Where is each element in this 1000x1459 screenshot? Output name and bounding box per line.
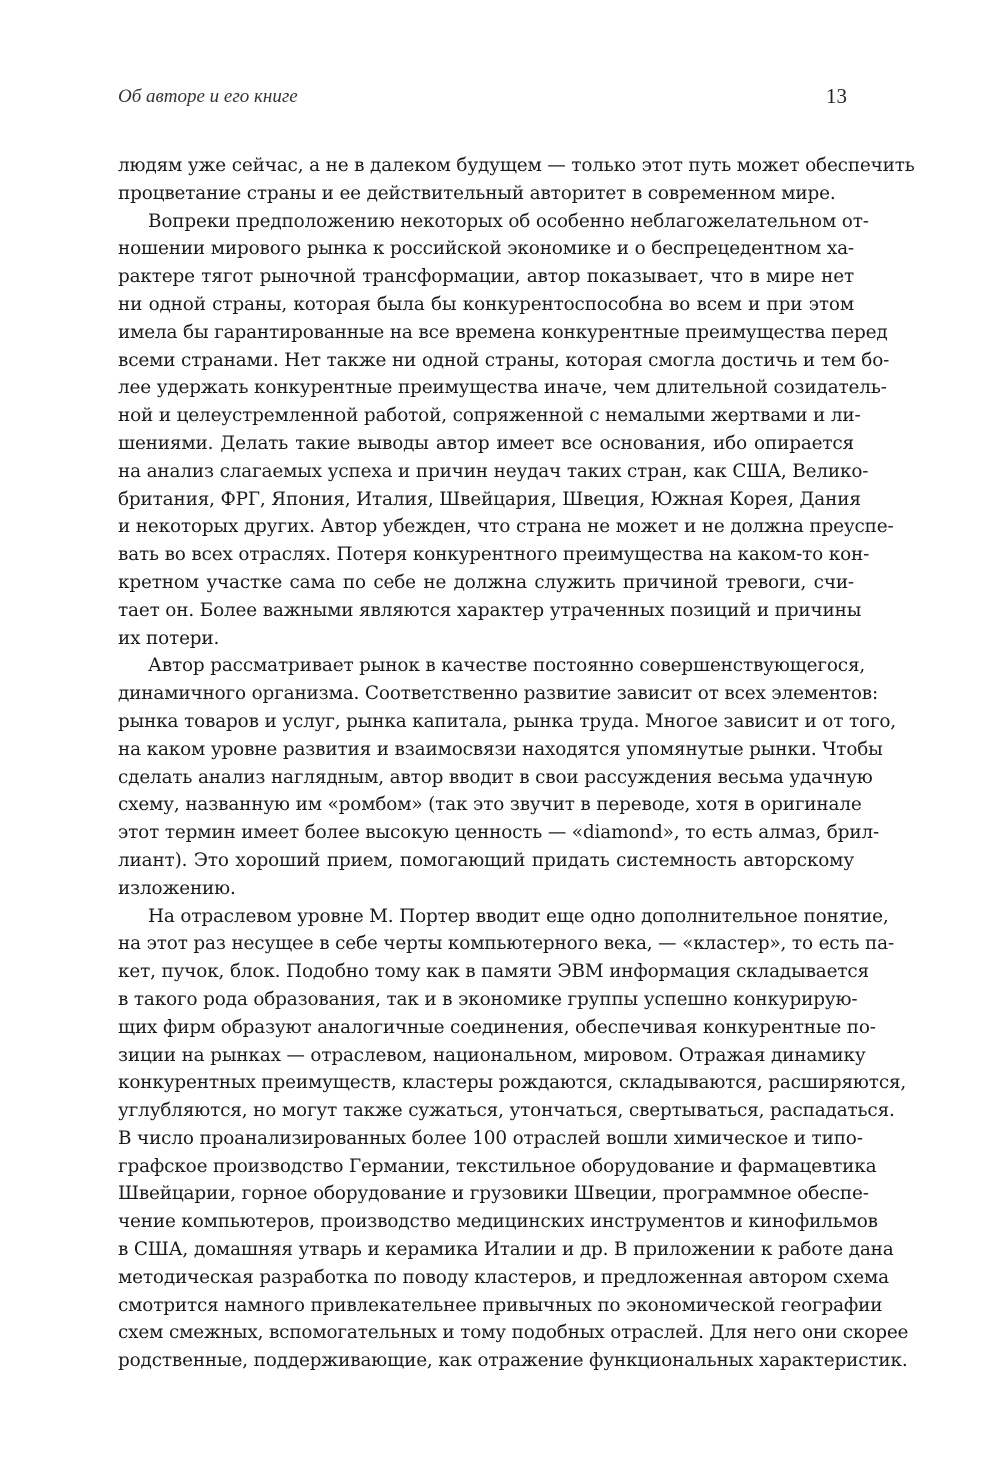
running-head: Об авторе и его книге — [118, 86, 298, 107]
text-line: ношении мирового рынка к российской экономике и о беспрецедентном ха- — [118, 238, 854, 260]
text-line: в такого рода образования, так и в экономике группы успешно конкурирую- — [118, 988, 858, 1010]
paragraph — [118, 652, 896, 902]
paragraph — [118, 152, 915, 208]
text-line: чение компьютеров, производство медицинских инструментов и кинофильмов — [118, 1211, 878, 1233]
text-line: кет, пучок, блок. Подобно тому как в памяти ЭВМ информация складывается — [118, 961, 869, 983]
text-line: их потери. — [118, 627, 220, 649]
text-line: В число проанализированных более 100 отраслей вошли химическое и типо- — [118, 1127, 863, 1149]
text-line: имела бы гарантированные на все времена конкурентные преимущества перед — [118, 321, 888, 343]
text-line: в США, домашняя утварь и керамика Италии и др. В приложении к работе дана — [118, 1239, 894, 1261]
text-line: людям уже сейчас, а не в далеком будущем — только этот путь может обеспечить — [118, 155, 915, 176]
text-line: лее удержать конкурентные преимущества иначе, чем длительной созидатель- — [118, 377, 887, 399]
text-line: на каком уровне развития и взаимосвязи находятся упомянутые рынки. Чтобы — [118, 738, 883, 760]
text-line: ни одной страны, которая была бы конкурентоспособна во всем и при этом — [118, 293, 854, 315]
text-line: вать во всех отраслях. Потеря конкурентного преимущества на каком-то кон- — [118, 544, 870, 566]
text-line: и некоторых других. Автор убежден, что страна не может и не должна преуспе- — [118, 516, 894, 538]
text-line: сделать анализ наглядным, автор вводит в свои рассуждения весьма удачную — [118, 766, 873, 788]
text-line: рынка товаров и услуг, рынка капитала, рынка труда. Многое зависит и от того, — [118, 710, 896, 732]
page-number: 13 — [826, 84, 847, 108]
text-line: кретном участке сама по себе не должна служить причиной тревоги, счи- — [118, 571, 854, 593]
text-line: этот термин имеет более высокую ценность — «diamond», то есть алмаз, брил- — [118, 822, 880, 844]
text-line: углубляются, но могут также сужаться, утончаться, свертываться, распадаться. — [118, 1100, 895, 1122]
text-line: шениями. Делать такие выводы автор имеет все основания, ибо опирается — [118, 432, 854, 454]
text-line: процветание страны и ее действительный авторитет в современном мире. — [118, 182, 836, 204]
text-line: щих фирм образуют аналогичные соединения, обеспечивая конкурентные по- — [118, 1016, 876, 1038]
text-line: на анализ слагаемых успеха и причин неудач таких стран, как США, Велико- — [118, 460, 869, 482]
text-line: Вопреки предположению некоторых об особенно неблагожелательном от- — [148, 210, 869, 232]
paragraph — [118, 208, 894, 653]
text-line: Автор рассматривает рынок в качестве постоянно совершенствующегося, — [148, 655, 866, 677]
text-body — [118, 152, 915, 1375]
text-line: всеми странами. Нет также ни одной страны, которая смогла достичь и тем бо- — [118, 349, 890, 371]
text-line: смотрится намного привлекательнее привычных по экономической географии — [118, 1294, 883, 1316]
text-line: схем смежных, вспомогательных и тому подобных отраслей. Для него они скорее — [118, 1322, 909, 1344]
text-line: ной и целеустремленной работой, сопряженной с немалыми жертвами и ли- — [118, 405, 861, 427]
text-line: динамичного организма. Соответственно развитие зависит от всех элементов: — [118, 683, 879, 705]
text-line: схему, названную им «ромбом» (так это звучит в переводе, хотя в оригинале — [118, 794, 862, 816]
text-line: тает он. Более важными являются характер утраченных позиций и причины — [118, 599, 862, 621]
text-line: графское производство Германии, текстильное оборудование и фармацевтика — [118, 1155, 877, 1177]
text-line: зиции на рынках — отраслевом, национальном, мировом. Отражая динамику — [118, 1044, 866, 1066]
paragraph — [118, 903, 909, 1376]
text-line: методическая разработка по поводу кластеров, и предложенная автором схема — [118, 1266, 889, 1288]
text-line: британия, ФРГ, Япония, Италия, Швейцария, Швеция, Южная Корея, Дания — [118, 488, 861, 510]
text-line: родственные, поддерживающие, как отражение функциональных характеристик. — [118, 1350, 908, 1372]
text-line: изложению. — [118, 877, 236, 899]
text-line: конкурентных преимуществ, кластеры рождаются, складываются, расширяются, — [118, 1072, 907, 1094]
text-line: на этот раз несущее в себе черты компьютерного века, — «кластер», то есть па- — [118, 933, 895, 955]
text-line: рактере тягот рыночной трансформации, автор показывает, что в мире нет — [118, 266, 854, 288]
text-line: Швейцарии, горное оборудование и грузовики Швеции, программное обеспе- — [118, 1183, 869, 1205]
text-line: На отраслевом уровне М. Портер вводит еще одно дополнительное понятие, — [148, 905, 889, 927]
text-line: лиант). Это хороший прием, помогающий придать системность авторскому — [118, 849, 854, 871]
